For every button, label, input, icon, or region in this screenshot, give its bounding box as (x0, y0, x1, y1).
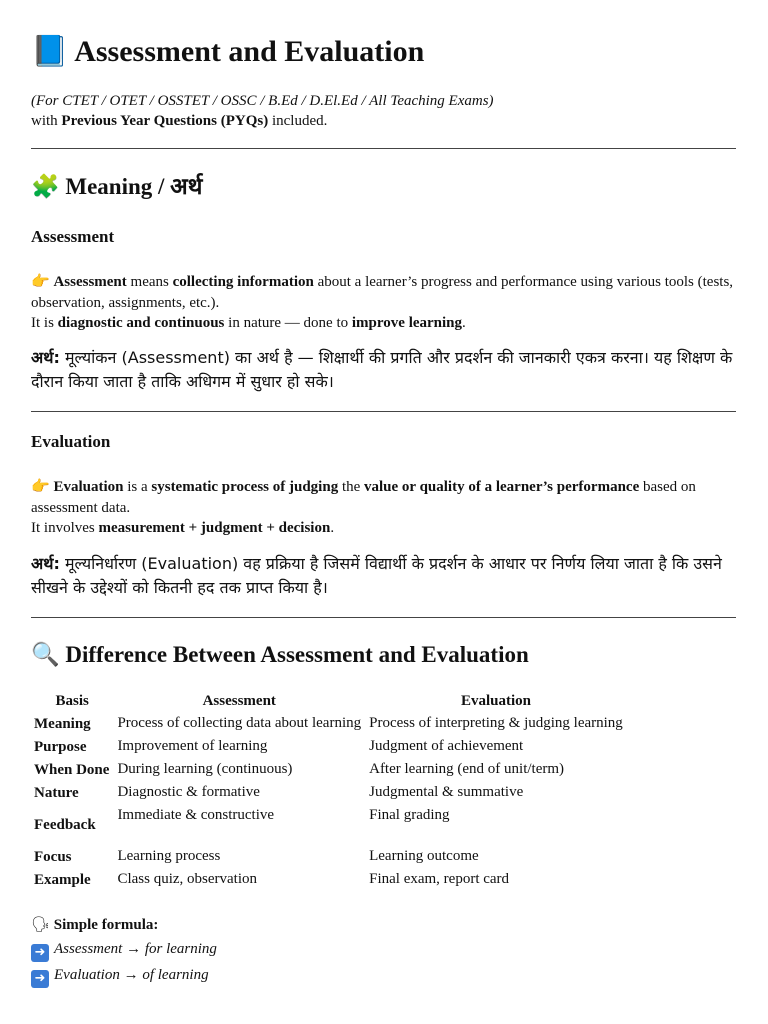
evaluation-definition: 👉 Evaluation is a systematic process of judging the value or quality of a learner’s performance based on assessment data. It involves measurement + judgment + decision. (31, 477, 696, 536)
evaluation-hindi-meaning: अर्थ: मूल्यनिर्धारण (Evaluation) वह प्रक्रिया है जिसमें विद्यार्थी के प्रदर्शन के आधार पर निर्णय लिया जाता है कि उसने सीखने के उद्देश्यों को कितनी हद तक प्राप्त किया है। (31, 554, 722, 597)
table-row (31, 713, 627, 736)
right-arrow-icon: ➜ (31, 970, 49, 988)
formula-label-line: 🗣 Simple formula: (31, 915, 159, 933)
divider (31, 148, 736, 149)
meaning-heading: 🧩 Meaning / अर्थ (31, 174, 203, 200)
formula-line-evaluation: ➜ Evaluation → of learning (31, 967, 209, 988)
divider (31, 411, 736, 412)
table-header-row (31, 690, 627, 713)
table-cell: Learning outcome (369, 848, 479, 864)
pointing-hand-icon: 👉 (31, 272, 50, 290)
difference-table (31, 690, 627, 892)
table-cell: Example (34, 872, 91, 888)
page-title (31, 34, 424, 70)
difference-heading: 🔍 Difference Between Assessment and Evaluation (31, 642, 529, 668)
table-row (31, 846, 627, 869)
table-row (31, 759, 627, 782)
evaluation-subheading: Evaluation (31, 432, 111, 451)
divider (31, 617, 736, 618)
table-cell: Immediate & constructive (117, 807, 275, 823)
table-cell: Learning process (117, 848, 221, 864)
formula-line-assessment: ➜ Assessment → for learning (31, 941, 217, 962)
assessment-definition: 👉 Assessment means collecting information about a learner’s progress and performance using various tools (tests, observation, assignments, etc.). It is diagnostic and continuous in nature — done to improve learning. (31, 272, 734, 331)
speaking-head-icon: 🗣 (31, 915, 51, 933)
table-cell: Final exam, report card (369, 871, 510, 887)
table-cell: Purpose (34, 739, 87, 755)
table-cell: Final grading (369, 807, 450, 823)
blue-book-icon: 📘 (31, 34, 69, 69)
table-row (31, 782, 627, 805)
right-arrow-icon: ➜ (31, 944, 49, 962)
table-row (31, 805, 627, 846)
column-header-assessment: Assessment (202, 692, 276, 709)
table-row (31, 736, 627, 759)
exams-line: (For CTET / OTET / OSSTET / OSSC / B.Ed / D.El.Ed / All Teaching Exams) (31, 93, 494, 109)
table-cell: Nature (34, 785, 79, 801)
table-cell: After learning (end of unit/term) (369, 761, 565, 777)
table-cell: Improvement of learning (117, 738, 268, 754)
table-cell: Process of collecting data about learning (117, 715, 362, 731)
column-header-basis: Basis (55, 692, 89, 709)
table-cell: Feedback (34, 817, 96, 833)
table-cell: During learning (continuous) (117, 761, 293, 777)
table-cell: Process of interpreting & judging learning (369, 715, 623, 731)
assessment-hindi-meaning: अर्थ: मूल्यांकन (Assessment) का अर्थ है — शिक्षार्थी की प्रगति और प्रदर्शन की जानकारी एकत्र करना। यह शिक्षण के दौरान किया जाता है ताकि अधिगम में सुधार हो सके। (31, 348, 733, 391)
page-title-text: Assessment and Evaluation (74, 35, 425, 68)
table-cell: Class quiz, observation (117, 871, 258, 887)
table-cell: Meaning (34, 716, 91, 732)
assessment-subheading: Assessment (31, 227, 115, 246)
table-cell: Judgmental & summative (369, 784, 524, 800)
table-cell: Diagnostic & formative (117, 784, 260, 800)
table-row (31, 869, 627, 892)
magnifying-glass-icon: 🔍 (31, 642, 60, 668)
table-cell: When Done (34, 762, 110, 778)
column-header-evaluation: Evaluation (460, 692, 531, 709)
table-cell: Focus (34, 849, 72, 865)
pointing-hand-icon: 👉 (31, 477, 50, 495)
puzzle-piece-icon: 🧩 (31, 174, 60, 200)
table-cell: Judgment of achievement (369, 738, 524, 754)
pyq-line: with Previous Year Questions (PYQs) included. (31, 113, 328, 129)
